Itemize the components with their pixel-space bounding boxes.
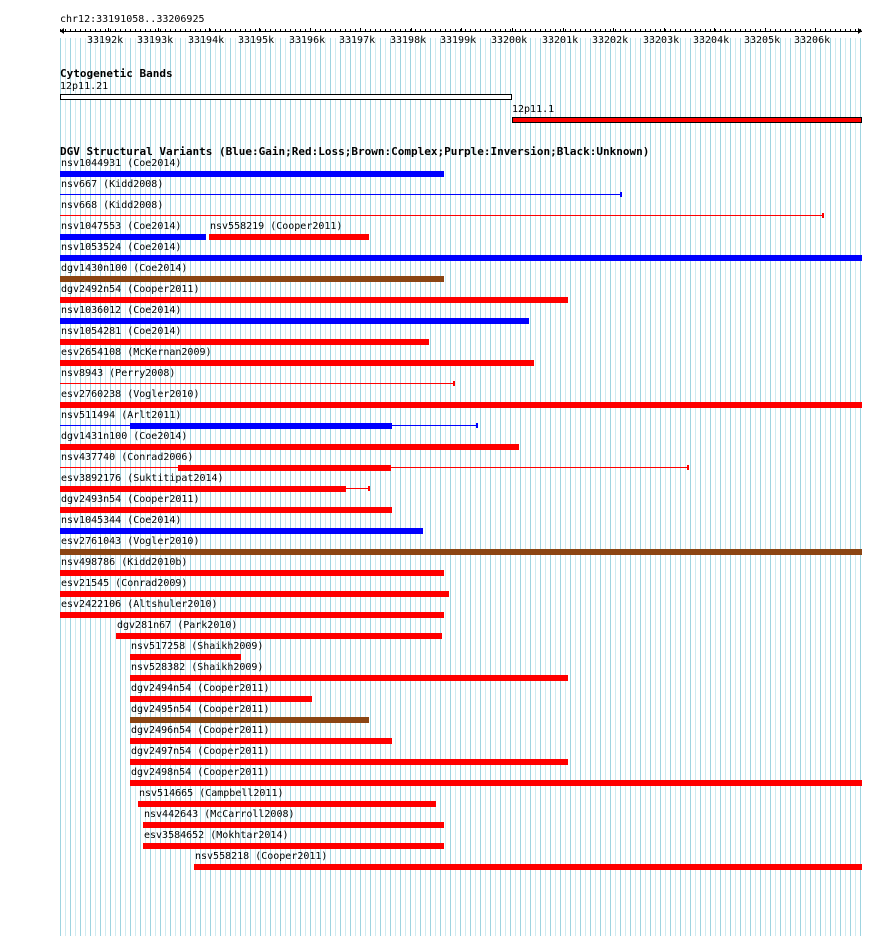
ruler-minor-tick	[520, 29, 521, 31]
cytoband-block[interactable]	[512, 117, 862, 123]
variant-label: esv2760238 (Vogler2010)	[61, 389, 200, 400]
variant-label: nsv1054281 (Coe2014)	[61, 326, 182, 337]
ruler-minor-tick	[780, 29, 781, 31]
ruler-minor-tick	[190, 29, 191, 31]
variant-bar[interactable]	[130, 717, 369, 723]
ruler-minor-tick	[340, 29, 341, 31]
ruler-minor-tick	[140, 29, 141, 31]
ruler-minor-tick	[745, 29, 746, 31]
ruler	[0, 0, 890, 50]
ruler-minor-tick	[270, 29, 271, 31]
variant-bar[interactable]	[60, 402, 862, 408]
variant-end-cap	[453, 381, 455, 386]
variant-bar[interactable]	[60, 318, 529, 324]
variant-label: nsv1047553 (Coe2014)	[61, 221, 182, 232]
ruler-minor-tick	[700, 29, 701, 31]
ruler-minor-tick	[800, 29, 801, 31]
ruler-minor-tick	[255, 29, 256, 31]
variant-bar[interactable]	[60, 360, 534, 366]
ruler-minor-tick	[615, 29, 616, 31]
ruler-tick-label: 33201k	[542, 35, 579, 46]
ruler-minor-tick	[515, 29, 516, 31]
ruler-minor-tick	[110, 29, 111, 31]
ruler-minor-tick	[215, 29, 216, 31]
variant-bar[interactable]	[60, 234, 206, 240]
ruler-major-tick	[613, 28, 614, 32]
ruler-minor-tick	[720, 29, 721, 31]
ruler-minor-tick	[395, 29, 396, 31]
ruler-minor-tick	[115, 29, 116, 31]
ruler-minor-tick	[210, 29, 211, 31]
ruler-minor-tick	[845, 29, 846, 31]
variant-label: dgv2495n54 (Cooper2011)	[131, 704, 270, 715]
ruler-minor-tick	[195, 29, 196, 31]
variant-bar[interactable]	[130, 759, 568, 765]
ruler-minor-tick	[855, 29, 856, 31]
ruler-minor-tick	[860, 29, 861, 31]
variant-bar[interactable]	[60, 297, 568, 303]
ruler-minor-tick	[280, 29, 281, 31]
ruler-minor-tick	[135, 29, 136, 31]
ruler-minor-tick	[475, 29, 476, 31]
ruler-minor-tick	[680, 29, 681, 31]
variant-label: dgv2493n54 (Cooper2011)	[61, 494, 200, 505]
ruler-minor-tick	[795, 29, 796, 31]
variant-label: dgv2492n54 (Cooper2011)	[61, 284, 200, 295]
variant-bar[interactable]	[178, 465, 391, 471]
variant-bar[interactable]	[60, 444, 519, 450]
ruler-minor-tick	[605, 29, 606, 31]
ruler-minor-tick	[470, 29, 471, 31]
ruler-minor-tick	[805, 29, 806, 31]
ruler-major-tick	[512, 28, 513, 32]
ruler-minor-tick	[500, 29, 501, 31]
ruler-tick-label: 33192k	[87, 35, 124, 46]
ruler-minor-tick	[390, 29, 391, 31]
variant-bar[interactable]	[60, 171, 444, 177]
ruler-minor-tick	[230, 29, 231, 31]
ruler-minor-tick	[830, 29, 831, 31]
variant-end-cap	[620, 192, 622, 197]
ruler-minor-tick	[590, 29, 591, 31]
ruler-minor-tick	[165, 29, 166, 31]
ruler-minor-tick	[160, 29, 161, 31]
ruler-minor-tick	[120, 29, 121, 31]
ruler-minor-tick	[145, 29, 146, 31]
variant-bar[interactable]	[60, 276, 444, 282]
dgv-track-title: DGV Structural Variants (Blue:Gain;Red:Loss;Brown:Complex;Purple:Inversion;Black:Unknown)	[60, 145, 650, 158]
variant-bar[interactable]	[130, 738, 392, 744]
ruler-minor-tick	[440, 29, 441, 31]
ruler-tick-label: 33202k	[592, 35, 629, 46]
variant-bar[interactable]	[143, 843, 444, 849]
variant-label: esv2654108 (McKernan2009)	[61, 347, 212, 358]
variant-label: esv2422106 (Altshuler2010)	[61, 599, 218, 610]
ruler-minor-tick	[295, 29, 296, 31]
ruler-minor-tick	[675, 29, 676, 31]
variant-label: nsv511494 (Arlt2011)	[61, 410, 182, 421]
ruler-minor-tick	[685, 29, 686, 31]
ruler-minor-tick	[840, 29, 841, 31]
ruler-minor-tick	[370, 29, 371, 31]
ruler-minor-tick	[655, 29, 656, 31]
ruler-major-tick	[765, 28, 766, 32]
variant-label: nsv667 (Kidd2008)	[61, 179, 164, 190]
ruler-minor-tick	[450, 29, 451, 31]
variant-bar[interactable]	[130, 423, 392, 429]
variant-label: nsv668 (Kidd2008)	[61, 200, 164, 211]
ruler-minor-tick	[445, 29, 446, 31]
ruler-minor-tick	[265, 29, 266, 31]
variant-end-cap	[822, 213, 824, 218]
ruler-minor-tick	[290, 29, 291, 31]
ruler-minor-tick	[345, 29, 346, 31]
variant-bar[interactable]	[60, 255, 862, 261]
variant-label: esv21545 (Conrad2009)	[61, 578, 188, 589]
ruler-minor-tick	[600, 29, 601, 31]
variant-end-cap	[368, 486, 370, 491]
ruler-minor-tick	[95, 29, 96, 31]
ruler-major-tick	[259, 28, 260, 32]
ruler-minor-tick	[595, 29, 596, 31]
ruler-minor-tick	[315, 29, 316, 31]
ruler-minor-tick	[150, 29, 151, 31]
ruler-major-tick	[158, 28, 159, 32]
variant-label: nsv8943 (Perry2008)	[61, 368, 176, 379]
variant-bar[interactable]	[60, 570, 444, 576]
ruler-minor-tick	[690, 29, 691, 31]
location-label: chr12:33191058..33206925	[60, 14, 205, 25]
ruler-minor-tick	[665, 29, 666, 31]
variant-end-cap	[687, 465, 689, 470]
ruler-minor-tick	[350, 29, 351, 31]
ruler-minor-tick	[530, 29, 531, 31]
ruler-minor-tick	[620, 29, 621, 31]
ruler-minor-tick	[670, 29, 671, 31]
ruler-tick-label: 33196k	[289, 35, 326, 46]
ruler-minor-tick	[260, 29, 261, 31]
ruler-tick-label: 33206k	[794, 35, 831, 46]
ruler-major-tick	[563, 28, 564, 32]
ruler-minor-tick	[555, 29, 556, 31]
variant-label: nsv514665 (Campbell2011)	[139, 788, 284, 799]
ruler-minor-tick	[325, 29, 326, 31]
ruler-minor-tick	[770, 29, 771, 31]
ruler-minor-tick	[240, 29, 241, 31]
ruler-minor-tick	[715, 29, 716, 31]
variant-bar[interactable]	[130, 675, 568, 681]
ruler-minor-tick	[575, 29, 576, 31]
ruler-minor-tick	[285, 29, 286, 31]
variant-label: dgv1431n100 (Coe2014)	[61, 431, 188, 442]
variant-bar[interactable]	[60, 507, 392, 513]
ruler-minor-tick	[505, 29, 506, 31]
variant-label: dgv2497n54 (Cooper2011)	[131, 746, 270, 757]
ruler-minor-tick	[630, 29, 631, 31]
ruler-minor-tick	[180, 29, 181, 31]
cytoband-track-title: Cytogenetic Bands	[60, 67, 173, 80]
ruler-minor-tick	[375, 29, 376, 31]
ruler-minor-tick	[540, 29, 541, 31]
ruler-minor-tick	[775, 29, 776, 31]
variant-span-line[interactable]	[60, 194, 621, 195]
ruler-minor-tick	[320, 29, 321, 31]
ruler-minor-tick	[580, 29, 581, 31]
ruler-minor-tick	[170, 29, 171, 31]
ruler-minor-tick	[365, 29, 366, 31]
ruler-minor-tick	[220, 29, 221, 31]
ruler-minor-tick	[430, 29, 431, 31]
ruler-minor-tick	[850, 29, 851, 31]
ruler-minor-tick	[635, 29, 636, 31]
ruler-minor-tick	[130, 29, 131, 31]
ruler-minor-tick	[495, 29, 496, 31]
variant-bar[interactable]	[60, 549, 862, 555]
ruler-major-tick	[664, 28, 665, 32]
variant-label: nsv1045344 (Coe2014)	[61, 515, 182, 526]
variant-bar[interactable]	[60, 528, 423, 534]
ruler-minor-tick	[60, 29, 61, 31]
variant-label: dgv2494n54 (Cooper2011)	[131, 683, 270, 694]
ruler-minor-tick	[790, 29, 791, 31]
variant-bar[interactable]	[209, 234, 369, 240]
ruler-minor-tick	[465, 29, 466, 31]
ruler-minor-tick	[80, 29, 81, 31]
ruler-minor-tick	[155, 29, 156, 31]
ruler-major-tick	[360, 28, 361, 32]
ruler-minor-tick	[335, 29, 336, 31]
variant-bar[interactable]	[130, 654, 241, 660]
ruler-minor-tick	[825, 29, 826, 31]
variant-bar[interactable]	[60, 612, 444, 618]
ruler-minor-tick	[200, 29, 201, 31]
variant-span-line[interactable]	[60, 215, 823, 216]
ruler-minor-tick	[570, 29, 571, 31]
ruler-minor-tick	[650, 29, 651, 31]
ruler-major-tick	[815, 28, 816, 32]
ruler-minor-tick	[185, 29, 186, 31]
variant-label: esv3892176 (Suktitipat2014)	[61, 473, 224, 484]
ruler-minor-tick	[235, 29, 236, 31]
ruler-minor-tick	[545, 29, 546, 31]
ruler-minor-tick	[75, 29, 76, 31]
ruler-minor-tick	[705, 29, 706, 31]
variant-label: nsv1036012 (Coe2014)	[61, 305, 182, 316]
ruler-minor-tick	[90, 29, 91, 31]
variant-bar[interactable]	[194, 864, 862, 870]
ruler-minor-tick	[485, 29, 486, 31]
ruler-tick-label: 33197k	[339, 35, 376, 46]
ruler-minor-tick	[810, 29, 811, 31]
variant-label: nsv1044931 (Coe2014)	[61, 158, 182, 169]
variant-label: nsv498786 (Kidd2010b)	[61, 557, 188, 568]
ruler-major-tick	[461, 28, 462, 32]
ruler-minor-tick	[695, 29, 696, 31]
ruler-minor-tick	[725, 29, 726, 31]
ruler-minor-tick	[415, 29, 416, 31]
ruler-minor-tick	[565, 29, 566, 31]
ruler-minor-tick	[245, 29, 246, 31]
ruler-major-tick	[209, 28, 210, 32]
ruler-minor-tick	[525, 29, 526, 31]
variant-bar[interactable]	[130, 780, 862, 786]
ruler-minor-tick	[560, 29, 561, 31]
ruler-minor-tick	[835, 29, 836, 31]
ruler-minor-tick	[65, 29, 66, 31]
ruler-minor-tick	[750, 29, 751, 31]
variant-label: nsv558219 (Cooper2011)	[210, 221, 343, 232]
ruler-minor-tick	[535, 29, 536, 31]
ruler-minor-tick	[660, 29, 661, 31]
ruler-minor-tick	[510, 29, 511, 31]
ruler-minor-tick	[785, 29, 786, 31]
ruler-tick-label: 33203k	[643, 35, 680, 46]
variant-bar[interactable]	[138, 801, 436, 807]
ruler-minor-tick	[250, 29, 251, 31]
variant-end-cap	[476, 423, 478, 428]
ruler-minor-tick	[550, 29, 551, 31]
variant-bar[interactable]	[60, 486, 346, 492]
ruler-minor-tick	[380, 29, 381, 31]
ruler-minor-tick	[400, 29, 401, 31]
ruler-minor-tick	[610, 29, 611, 31]
variant-label: esv2761043 (Vogler2010)	[61, 536, 200, 547]
ruler-minor-tick	[710, 29, 711, 31]
variant-bar[interactable]	[60, 339, 429, 345]
variant-label: nsv517258 (Shaikh2009)	[131, 641, 264, 652]
variant-label: nsv437740 (Conrad2006)	[61, 452, 194, 463]
ruler-minor-tick	[645, 29, 646, 31]
ruler-major-tick	[714, 28, 715, 32]
cytoband-label: 12p11.1	[512, 104, 555, 115]
ruler-minor-tick	[490, 29, 491, 31]
ruler-minor-tick	[760, 29, 761, 31]
ruler-minor-tick	[385, 29, 386, 31]
ruler-minor-tick	[305, 29, 306, 31]
variant-label: nsv442643 (McCarroll2008)	[144, 809, 295, 820]
variant-label: esv3584652 (Mokhtar2014)	[144, 830, 289, 841]
variant-label: nsv528382 (Shaikh2009)	[131, 662, 264, 673]
ruler-minor-tick	[455, 29, 456, 31]
variant-bar[interactable]	[60, 591, 449, 597]
ruler-tick-label: 33194k	[188, 35, 225, 46]
ruler-minor-tick	[740, 29, 741, 31]
variant-label: nsv558218 (Cooper2011)	[195, 851, 328, 862]
ruler-minor-tick	[125, 29, 126, 31]
ruler-minor-tick	[435, 29, 436, 31]
ruler-tick-label: 33199k	[440, 35, 477, 46]
ruler-minor-tick	[640, 29, 641, 31]
ruler-major-tick	[108, 28, 109, 32]
ruler-minor-tick	[585, 29, 586, 31]
variant-bar[interactable]	[143, 822, 444, 828]
ruler-major-tick	[310, 28, 311, 32]
ruler-tick-label: 33193k	[137, 35, 174, 46]
ruler-minor-tick	[225, 29, 226, 31]
variant-label: dgv1430n100 (Coe2014)	[61, 263, 188, 274]
ruler-tick-label: 33205k	[744, 35, 781, 46]
ruler-minor-tick	[755, 29, 756, 31]
variant-bar[interactable]	[130, 696, 312, 702]
variant-label: dgv2498n54 (Cooper2011)	[131, 767, 270, 778]
ruler-minor-tick	[405, 29, 406, 31]
ruler-minor-tick	[105, 29, 106, 31]
cytoband-block[interactable]	[60, 94, 512, 100]
ruler-minor-tick	[730, 29, 731, 31]
ruler-major-tick	[411, 28, 412, 32]
variant-label: dgv2496n54 (Cooper2011)	[131, 725, 270, 736]
ruler-minor-tick	[330, 29, 331, 31]
variant-label: dgv281n67 (Park2010)	[117, 620, 238, 631]
ruler-minor-tick	[205, 29, 206, 31]
ruler-tick-label: 33200k	[491, 35, 528, 46]
cytoband-label: 12p11.21	[60, 81, 109, 92]
ruler-minor-tick	[425, 29, 426, 31]
ruler-minor-tick	[85, 29, 86, 31]
variant-label: nsv1053524 (Coe2014)	[61, 242, 182, 253]
variant-span-line[interactable]	[60, 383, 454, 384]
ruler-minor-tick	[480, 29, 481, 31]
ruler-minor-tick	[625, 29, 626, 31]
ruler-minor-tick	[420, 29, 421, 31]
ruler-minor-tick	[100, 29, 101, 31]
variant-bar[interactable]	[116, 633, 442, 639]
ruler-tick-label: 33204k	[693, 35, 730, 46]
ruler-minor-tick	[275, 29, 276, 31]
ruler-tick-label: 33195k	[238, 35, 275, 46]
ruler-minor-tick	[70, 29, 71, 31]
ruler-minor-tick	[820, 29, 821, 31]
ruler-minor-tick	[175, 29, 176, 31]
ruler-minor-tick	[355, 29, 356, 31]
ruler-minor-tick	[300, 29, 301, 31]
ruler-minor-tick	[735, 29, 736, 31]
ruler-tick-label: 33198k	[390, 35, 427, 46]
